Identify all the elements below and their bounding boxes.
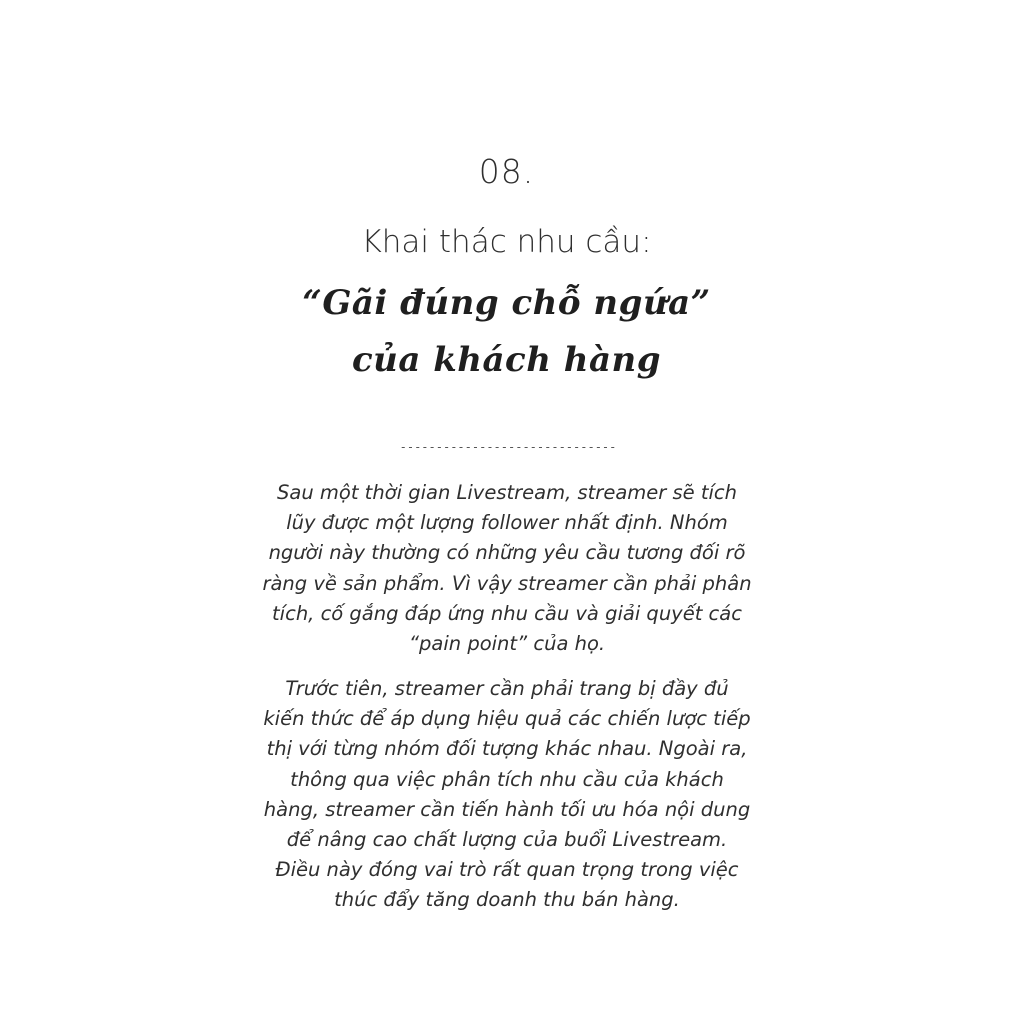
dashed-divider: ------------------------------ xyxy=(399,440,617,454)
chapter-title-line-2: của khách hàng xyxy=(351,340,662,380)
chapter-number: 08. xyxy=(478,152,535,191)
chapter-subtitle: Khai thác nhu cầu: xyxy=(361,224,652,260)
chapter-title-line-1: “Gãi đúng chỗ ngứa” xyxy=(302,283,711,323)
body-paragraph-1: Sau một thời gian Livestream, streamer sẽ tích lũy được một lượng follower nhất định. Nhóm người này thường có những yêu cầu tương đối rõ ràng về sản phẩm. Vì vậy streamer cần phải phân tích, cố gắng đáp ứng nhu cầu và giải quyết các “pain point” của họ. xyxy=(262,481,752,656)
body-paragraph-2: Trước tiên, streamer cần phải trang bị đầy đủ kiến thức để áp dụng hiệu quả các chiến lược tiếp thị với từng nhóm đối tượng khác nhau. Ngoài ra, thông qua việc phân tích nhu cầu của khách hàng, streamer cần tiến hành tối ưu hóa nội dung để nâng cao chất lượng của buổi Livestream. Điều này đóng vai trò rất quan trọng trong việc thúc đẩy tăng doanh thu bán hàng. xyxy=(263,677,751,912)
